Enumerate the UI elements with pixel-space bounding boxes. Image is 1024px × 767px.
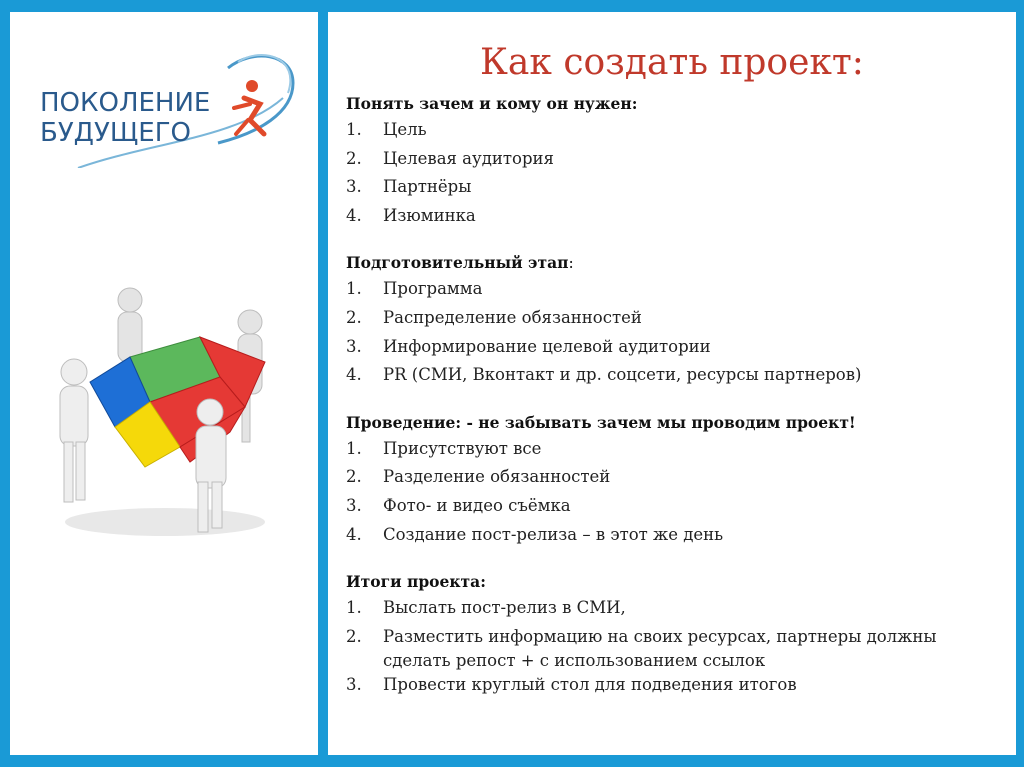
section-results bbox=[346, 570, 1006, 701]
list-item: 3. Провести круглый стол для подведения итогов bbox=[346, 674, 797, 694]
list-item: 2. Распределение обязанностей bbox=[346, 307, 642, 327]
logo-text-line2: БУДУЩЕГО bbox=[40, 118, 192, 148]
list-item: 1. Цель bbox=[346, 120, 427, 139]
section-heading: Проведение: - не забывать зачем мы проводим проект! bbox=[346, 412, 856, 432]
section-heading: Подготовительный этап: bbox=[346, 253, 574, 273]
list-item: 2. Разделение обязанностей bbox=[346, 467, 611, 487]
left-panel bbox=[10, 12, 318, 755]
section-heading: Итоги проекта: bbox=[346, 572, 486, 592]
list-item: 1. Программа bbox=[346, 279, 483, 299]
list-item: 4. Изюминка bbox=[346, 205, 476, 225]
section-preparation bbox=[346, 251, 1006, 391]
page-title: Как создать проект: bbox=[480, 42, 864, 83]
puzzle-team-illustration bbox=[50, 282, 280, 552]
list-item: 1. Присутствуют все bbox=[346, 438, 542, 458]
logo-text-line1: ПОКОЛЕНИЕ bbox=[40, 88, 211, 118]
logo bbox=[38, 48, 308, 168]
section-heading: Понять зачем и кому он нужен: bbox=[346, 94, 638, 113]
right-panel bbox=[328, 12, 1016, 755]
list-item: 3. Информирование целевой аудитории bbox=[346, 336, 711, 356]
list-item: 4. Создание пост-релиза – в этот же день bbox=[346, 524, 724, 544]
list-item: 2. Целевая аудитория bbox=[346, 148, 554, 168]
section-conduct bbox=[346, 411, 1006, 551]
list-item: 4. PR (СМИ, Вконтакт и др. соцсети, ресурсы партнеров) bbox=[346, 365, 862, 385]
list-item: 2. Разместить информацию на своих ресурсах, партнеры должны сделать репост + с использованием ссылок bbox=[346, 626, 937, 670]
list-item: 1. Выслать пост-релиз в СМИ, bbox=[346, 598, 626, 618]
section-understand bbox=[346, 92, 1006, 232]
list-item: 3. Фото- и видео съёмка bbox=[346, 495, 571, 515]
content bbox=[346, 92, 1006, 720]
list-item: 3. Партнёры bbox=[346, 177, 472, 197]
